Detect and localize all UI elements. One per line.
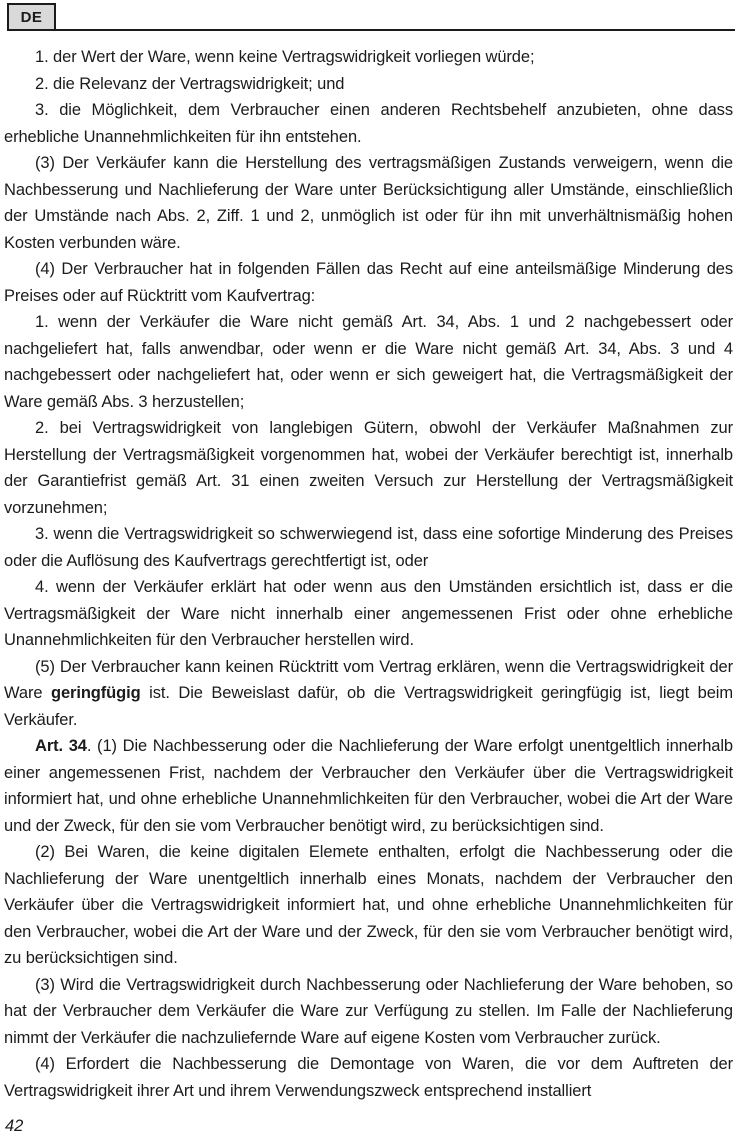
- paragraph: [4, 256, 733, 309]
- text-run: 2. die Relevanz der Vertragswidrigkeit; und: [35, 74, 345, 93]
- header-rule: [7, 29, 735, 31]
- text-run: 1. wenn der Verkäufer die Ware nicht gemäß Art. 34, Abs. 1 und 2 nachgebessert oder nachgeliefert hat, falls anwendbar, oder wenn er die Ware nicht gemäß Art. 34, Abs. 3 und 4 nachgebessert oder nachgeliefert hat, oder wenn er sich geweigert hat, die Vertragsmäßigkeit der Ware gemäß Abs. 3 herzustellen;: [4, 313, 733, 411]
- text-run: 3. die Möglichkeit, dem Verbraucher einen anderen Rechtsbehelf anzubieten, ohne dass erhebliche Unannehmlichkeiten für ihn entstehen.: [4, 101, 733, 146]
- page-header: [0, 0, 738, 31]
- text-run: ist. Die Beweislast dafür, ob die Vertragswidrigkeit geringfügig ist, liegt beim Verkäufer.: [4, 684, 733, 729]
- paragraph: [4, 839, 733, 972]
- paragraph: [4, 733, 733, 839]
- text-run: (3) Wird die Vertragswidrigkeit durch Nachbesserung oder Nachlieferung der Ware behoben, so hat der Verbraucher dem Verkäufer die Ware zur Verfügung zu stellen. Im Falle der Nachlieferung nimmt der Verkäufer die nachzuliefernde Ware auf eigene Kosten vom Verbraucher zurück.: [4, 975, 733, 1047]
- paragraph: [4, 1051, 733, 1104]
- text-run: (4) Der Verbraucher hat in folgenden Fällen das Recht auf eine anteilsmäßige Minderung des Preises oder auf Rücktritt vom Kaufvertrag:: [4, 260, 733, 305]
- paragraph: [4, 972, 733, 1052]
- paragraph: [4, 97, 733, 150]
- language-tab: [7, 3, 56, 31]
- language-tab-label: DE: [20, 8, 43, 26]
- paragraph: [4, 150, 733, 256]
- text-run: 3. wenn die Vertragswidrigkeit so schwerwiegend ist, dass eine sofortige Minderung des Preises oder die Auflösung des Kaufvertrags gerechtfertigt ist, oder: [4, 525, 733, 570]
- text-run: (4) Erfordert die Nachbesserung die Demontage von Waren, die vor dem Auftreten der Vertragswidrigkeit ihrer Art und ihrem Verwendungszweck entsprechend installiert: [4, 1055, 733, 1100]
- text-run: (3) Der Verkäufer kann die Herstellung des vertragsmäßigen Zustands verweigern, wenn die Nachbesserung und Nachlieferung der Ware unter Berücksichtigung aller Umstände, einschließlich der Umstände nach Abs. 2, Ziff. 1 und 2, unmöglich ist oder für ihn mit unverhältnismäßig hohen Kosten verbunden wäre.: [4, 154, 733, 252]
- paragraph: [4, 44, 733, 71]
- paragraph: [4, 71, 733, 98]
- paragraph: [4, 309, 733, 415]
- text-run: 1. der Wert der Ware, wenn keine Vertragswidrigkeit vorliegen würde;: [35, 48, 535, 66]
- paragraph: [4, 521, 733, 574]
- text-run: 4. wenn der Verkäufer erklärt hat oder wenn aus den Umständen ersichtlich ist, dass er die Vertragsmäßigkeit der Ware nicht innerhalb einer angemessenen Frist oder ohne erhebliche Unannehmlichkeiten für den Verbraucher herstellen wird.: [4, 578, 733, 649]
- paragraph: [4, 415, 733, 521]
- bold-text-run: Art. 34: [35, 737, 87, 755]
- bold-text-run: geringfügig: [50, 684, 141, 702]
- page-number: 42: [5, 1117, 24, 1135]
- text-run: (5) Der Verbraucher kann keinen Rücktritt vom Vertrag erklären, wenn die Vertragswidrigkeit der Ware: [4, 657, 733, 702]
- document-body: [0, 31, 738, 1104]
- text-run: 2. bei Vertragswidrigkeit von langlebigen Gütern, obwohl der Verkäufer Maßnahmen zur Herstellung der Vertragsmäßigkeit vorgenommen hat, wobei der Verkäufer berechtigt ist, innerhalb der Garantiefrist gemäß Art. 31 einen zweiten Versuch zur Herstellung der Vertragsmäßigkeit vorzunehmen;: [4, 419, 733, 517]
- paragraph: [4, 574, 733, 654]
- paragraph: [4, 654, 733, 734]
- text-run: . (1) Die Nachbesserung oder die Nachlieferung der Ware erfolgt unentgeltlich innerhalb einer angemessenen Frist, nachdem der Verbraucher den Verkäufer über die Vertragswidrigkeit informiert hat, und ohne erhebliche Unannehmlichkeiten für den Verbraucher, wobei die Art der Ware und der Zweck, für den sie vom Verbraucher benötigt wird, zu berücksichtigen sind.: [4, 737, 733, 835]
- text-run: (2) Bei Waren, die keine digitalen Elemete enthalten, erfolgt die Nachbesserung oder die Nachlieferung der Ware unentgeltlich innerhalb eines Monats, nachdem der Verbraucher den Verkäufer über die Vertragswidrigkeit informiert hat, und ohne erhebliche Unannehmlichkeiten für den Verbraucher, wobei die Art der Ware und der Zweck, für den sie vom Verbraucher benötigt wird, zu berücksichtigen sind.: [4, 843, 733, 967]
